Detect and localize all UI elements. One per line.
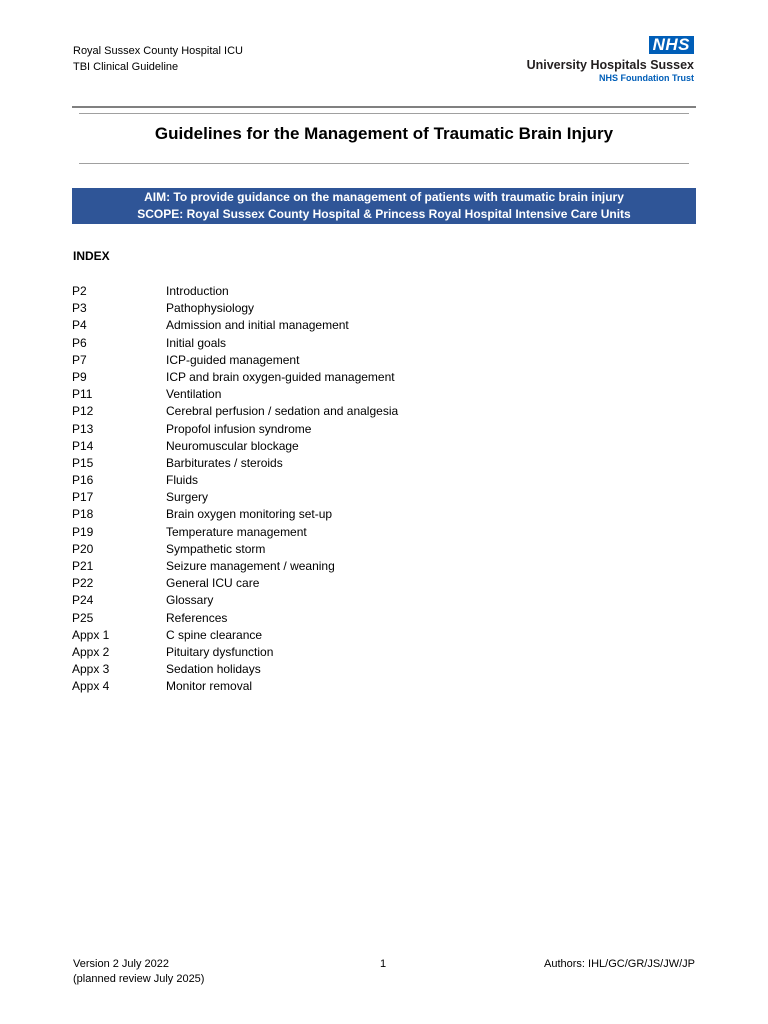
index-section-title: Pathophysiology <box>166 301 255 316</box>
index-row <box>72 506 572 523</box>
nhs-logo-mark: NHS <box>649 36 694 54</box>
index-section-title: Glossary <box>166 593 214 608</box>
index-page-ref: P20 <box>72 541 94 556</box>
index-section-title: Brain oxygen monitoring set-up <box>166 507 333 522</box>
footer-version <box>73 957 204 987</box>
page-title: Guidelines for the Management of Traumatic Brain Injury <box>154 124 614 143</box>
index-page-ref: P18 <box>72 507 94 522</box>
index-row <box>72 369 572 386</box>
footer-review-text: (planned review July 2025) <box>73 973 205 985</box>
index-page-ref: P22 <box>72 576 94 591</box>
index-section-title: Temperature management <box>166 524 307 539</box>
index-page-ref: P4 <box>72 318 87 333</box>
index-page-ref: P17 <box>72 490 94 505</box>
footer-authors: Authors: IHL/GC/GR/JS/JW/JP <box>544 958 695 970</box>
index-list <box>72 283 572 696</box>
index-page-ref: P3 <box>72 301 87 316</box>
index-page-ref: P2 <box>72 284 87 298</box>
index-page-ref: P11 <box>72 387 93 402</box>
index-page-ref: Appx 3 <box>72 662 110 677</box>
index-page-ref: P24 <box>72 593 94 608</box>
scope-text: SCOPE: Royal Sussex County Hospital & Princess Royal Hospital Intensive Care Units <box>137 207 631 221</box>
logo-org-name: University Hospitals Sussex <box>526 58 694 72</box>
index-row <box>72 352 572 369</box>
title-rule-bottom <box>79 163 689 164</box>
index-section-title: Barbiturates / steroids <box>166 455 283 470</box>
nhs-logo <box>527 36 694 84</box>
index-section-title: Monitor removal <box>166 679 253 694</box>
index-section-title: Surgery <box>166 490 209 505</box>
index-row <box>72 386 572 403</box>
index-section-title: ICP-guided management <box>166 352 300 367</box>
index-row <box>72 300 572 317</box>
index-heading: INDEX <box>73 249 110 263</box>
index-page-ref: Appx 2 <box>72 644 110 659</box>
index-row <box>72 524 572 541</box>
index-row <box>72 335 572 352</box>
index-row <box>72 489 572 506</box>
index-section-title: Pituitary dysfunction <box>166 644 274 659</box>
logo-trust-name: NHS Foundation Trust <box>599 73 694 83</box>
index-row <box>72 558 572 575</box>
index-page-ref: Appx 1 <box>72 627 110 642</box>
index-section-title: Sympathetic storm <box>166 541 266 556</box>
index-section-title: Ventilation <box>166 387 222 402</box>
index-section-title: Sedation holidays <box>166 662 261 677</box>
index-row <box>72 317 572 334</box>
index-page-ref: P21 <box>72 559 94 573</box>
index-row <box>72 455 572 472</box>
index-section-title: Initial goals <box>166 335 227 350</box>
index-section-title: Neuromuscular blockage <box>166 438 299 453</box>
aim-scope-banner <box>72 188 696 224</box>
footer-version-text: Version 2 July 2022 <box>73 958 170 970</box>
index-section-title: Introduction <box>166 284 229 298</box>
index-row <box>72 627 572 644</box>
index-page-ref: P14 <box>72 438 94 453</box>
document-header <box>73 43 243 75</box>
index-row <box>72 644 572 661</box>
index-page-ref: P12 <box>72 404 94 419</box>
index-page-ref: P6 <box>72 335 87 350</box>
index-section-title: C spine clearance <box>166 627 263 642</box>
index-section-title: Admission and initial management <box>166 318 349 333</box>
index-section-title: Propofol infusion syndrome <box>166 421 312 436</box>
header-hospital: Royal Sussex County Hospital ICU <box>73 45 243 57</box>
header-guideline: TBI Clinical Guideline <box>73 61 179 73</box>
footer-page-number: 1 <box>380 958 387 970</box>
index-page-ref: Appx 4 <box>72 679 110 694</box>
index-section-title: General ICU care <box>166 576 260 591</box>
index-row <box>72 661 572 678</box>
index-page-ref: P19 <box>72 524 94 539</box>
index-row <box>72 592 572 609</box>
index-page-ref: P16 <box>72 473 94 488</box>
index-page-ref: P9 <box>72 369 87 384</box>
index-section-title: ICP and brain oxygen-guided management <box>166 369 395 384</box>
index-row <box>72 438 572 455</box>
index-page-ref: P25 <box>72 610 94 625</box>
aim-text: AIM: To provide guidance on the management of patients with traumatic brain injury <box>144 190 624 204</box>
index-section-title: Fluids <box>166 473 199 488</box>
index-section-title: Seizure management / weaning <box>166 559 335 573</box>
index-row <box>72 678 572 695</box>
index-row <box>72 610 572 627</box>
index-page-ref: P7 <box>72 352 87 367</box>
index-row <box>72 421 572 438</box>
title-rule-top <box>79 113 689 114</box>
index-section-title: References <box>166 610 228 625</box>
index-page-ref: P13 <box>72 421 94 436</box>
index-page-ref: P15 <box>72 455 94 470</box>
index-row <box>72 403 572 420</box>
header-divider <box>72 106 696 108</box>
index-row <box>72 575 572 592</box>
index-section-title: Cerebral perfusion / sedation and analgesia <box>166 404 399 419</box>
index-row <box>72 472 572 489</box>
index-row <box>72 541 572 558</box>
index-row <box>72 283 572 300</box>
